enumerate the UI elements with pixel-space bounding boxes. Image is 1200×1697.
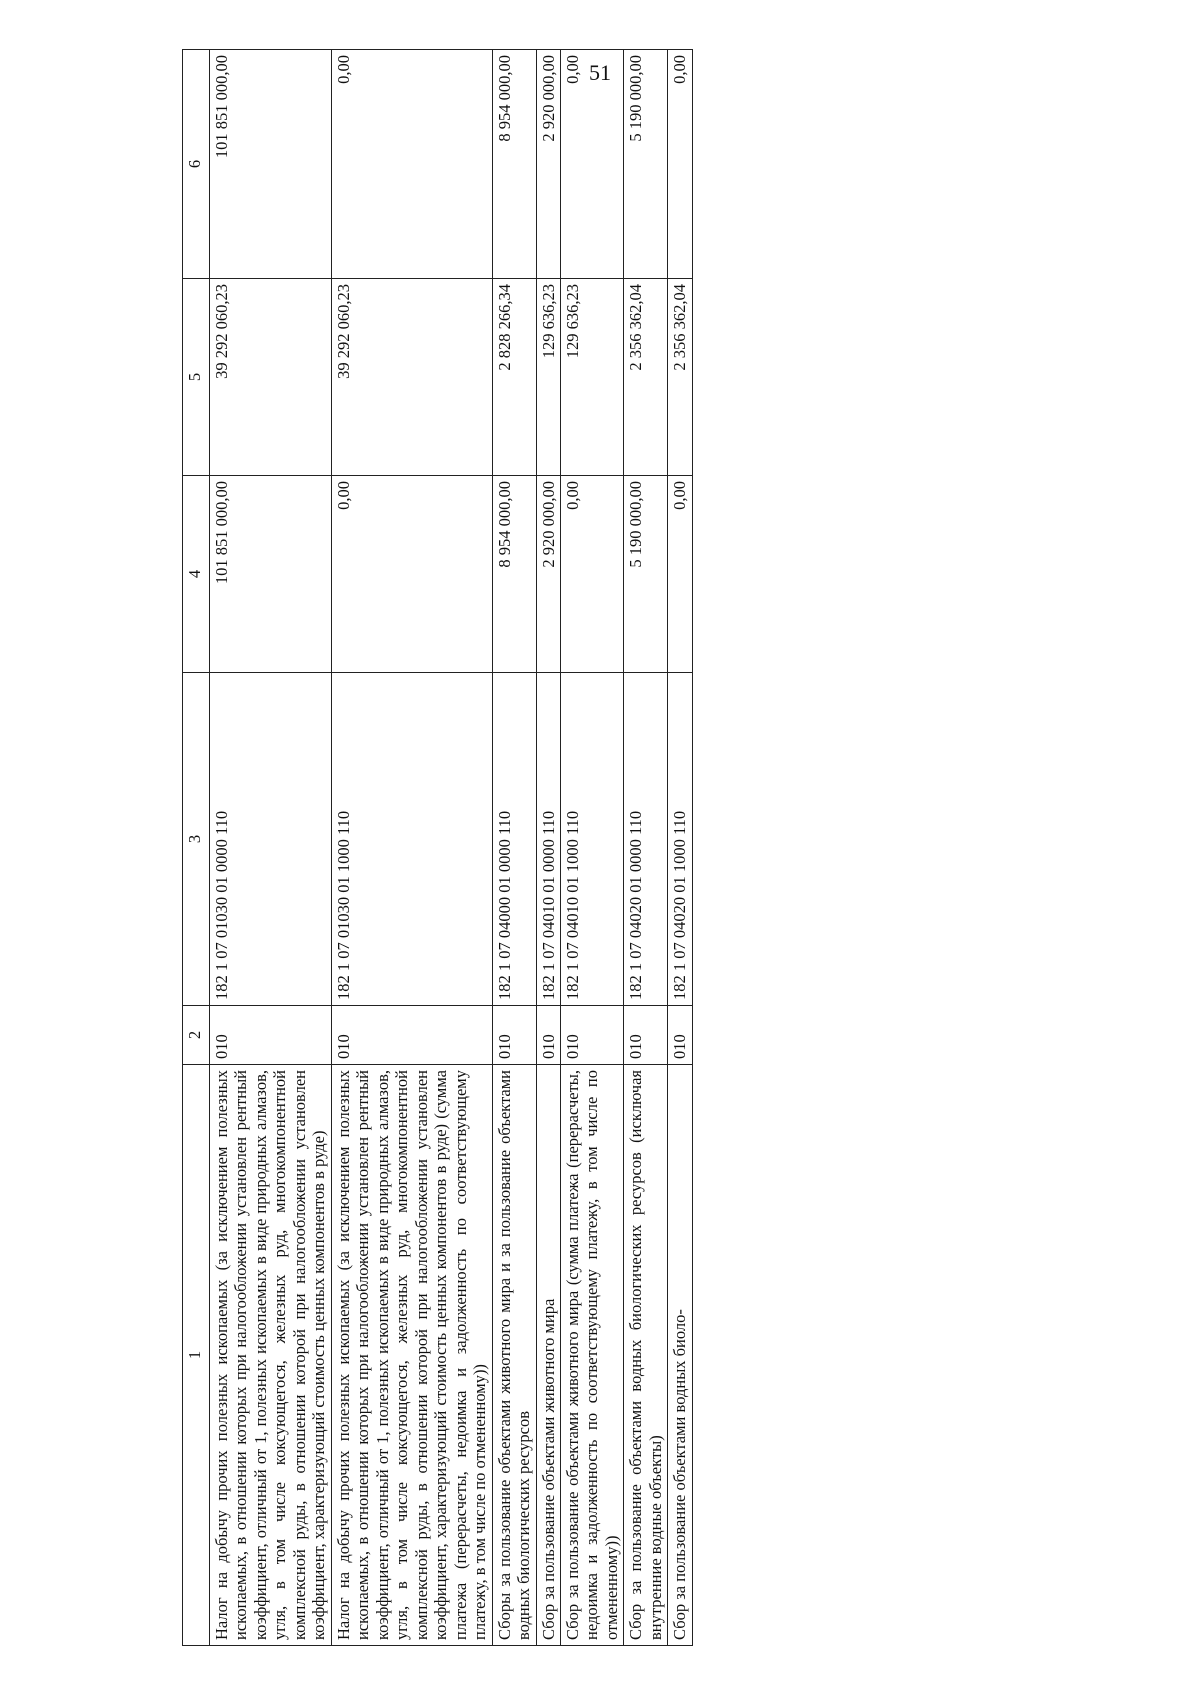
row-line-code-cell: 010 bbox=[560, 1006, 623, 1065]
row-col6-cell: 101 851 000,00 bbox=[210, 50, 332, 279]
row-budget-code-cell: 182 1 07 01030 01 1000 110 bbox=[331, 673, 492, 1006]
column-header: 1 bbox=[183, 1065, 210, 1646]
row-col4-cell: 5 190 000,00 bbox=[624, 476, 668, 673]
row-col6-cell: 0,00 bbox=[560, 50, 623, 279]
column-header: 3 bbox=[183, 673, 210, 1006]
row-budget-code-cell: 182 1 07 04010 01 1000 110 bbox=[560, 673, 623, 1006]
row-col4-cell: 2 920 000,00 bbox=[536, 476, 560, 673]
rotated-table-container bbox=[182, 55, 1140, 1646]
row-budget-code-cell: 182 1 07 04020 01 1000 110 bbox=[668, 673, 692, 1006]
row-line-code-cell: 010 bbox=[668, 1006, 692, 1065]
row-line-code-cell: 010 bbox=[210, 1006, 332, 1065]
row-name-cell: Сборы за пользование объектами животного мира и за пользование объектами водных биологических ресурсов bbox=[492, 1065, 536, 1646]
row-col4-cell: 0,00 bbox=[560, 476, 623, 673]
row-budget-code-cell: 182 1 07 04010 01 0000 110 bbox=[536, 673, 560, 1006]
table-header-row bbox=[183, 50, 210, 1646]
row-col6-cell: 0,00 bbox=[668, 50, 692, 279]
row-col5-cell: 2 828 266,34 bbox=[492, 279, 536, 476]
row-line-code-cell: 010 bbox=[536, 1006, 560, 1065]
column-header: 4 bbox=[183, 476, 210, 673]
budget-table bbox=[182, 49, 693, 1646]
table-row bbox=[492, 50, 536, 1646]
row-budget-code-cell: 182 1 07 04000 01 0000 110 bbox=[492, 673, 536, 1006]
table-row bbox=[624, 50, 668, 1646]
row-col4-cell: 0,00 bbox=[331, 476, 492, 673]
row-col4-cell: 8 954 000,00 bbox=[492, 476, 536, 673]
row-line-code-cell: 010 bbox=[331, 1006, 492, 1065]
row-col6-cell: 2 920 000,00 bbox=[536, 50, 560, 279]
row-col5-cell: 39 292 060,23 bbox=[210, 279, 332, 476]
row-line-code-cell: 010 bbox=[624, 1006, 668, 1065]
row-name-cell: Сбор за пользование объектами животного мира (сумма платежа (перерасчеты, недоимка и задолженность по соответствующему платежу, в том числе по отмененному)) bbox=[560, 1065, 623, 1646]
rotated-table-frame bbox=[182, 55, 1140, 1646]
row-col5-cell: 129 636,23 bbox=[560, 279, 623, 476]
row-col5-cell: 2 356 362,04 bbox=[668, 279, 692, 476]
row-name-cell: Сбор за пользование объектами животного мира bbox=[536, 1065, 560, 1646]
column-header: 6 bbox=[183, 50, 210, 279]
row-name-cell: Налог на добычу прочих полезных ископаемых (за исключением полезных ископаемых, в отношении которых при налогообложении установлен рентный коэффициент, отличный от 1, полезных ископаемых в виде природных алмазов, угля, в том числе коксующегося, железных руд, многокомпонентной комплексной руды, в отношении которой при налогообложении установлен коэффициент, характеризующий стоимость ценных компонентов в руде) bbox=[210, 1065, 332, 1646]
table-row bbox=[668, 50, 692, 1646]
row-name-cell: Сбор за пользование объектами водных биоло- bbox=[668, 1065, 692, 1646]
row-col6-cell: 8 954 000,00 bbox=[492, 50, 536, 279]
page-number: 51 bbox=[589, 60, 611, 85]
row-col5-cell: 2 356 362,04 bbox=[624, 279, 668, 476]
row-col5-cell: 129 636,23 bbox=[536, 279, 560, 476]
table-row bbox=[210, 50, 332, 1646]
row-budget-code-cell: 182 1 07 01030 01 0000 110 bbox=[210, 673, 332, 1006]
row-col6-cell: 0,00 bbox=[331, 50, 492, 279]
row-line-code-cell: 010 bbox=[492, 1006, 536, 1065]
row-col6-cell: 5 190 000,00 bbox=[624, 50, 668, 279]
column-header: 2 bbox=[183, 1006, 210, 1065]
table-row bbox=[536, 50, 560, 1646]
row-col4-cell: 101 851 000,00 bbox=[210, 476, 332, 673]
column-header: 5 bbox=[183, 279, 210, 476]
row-name-cell: Сбор за пользование объектами водных биологических ресурсов (исключая внутренние водные объекты) bbox=[624, 1065, 668, 1646]
table-row bbox=[331, 50, 492, 1646]
row-col5-cell: 39 292 060,23 bbox=[331, 279, 492, 476]
table-row bbox=[560, 50, 623, 1646]
row-col4-cell: 0,00 bbox=[668, 476, 692, 673]
row-name-cell: Налог на добычу прочих полезных ископаемых (за исключением полезных ископаемых, в отношении которых при налогообложении установлен рентный коэффициент, отличный от 1, полезных ископаемых в виде природных алмазов, угля, в том числе коксующегося, железных руд, многокомпонентной комплексной руды, в отношении которой при налогообложении установлен коэффициент, характеризующий стоимость ценных компонентов в руде) (сумма платежа (перерасчеты, недоимка и задолженность по соответствующему платежу, в том числе по отмененному)) bbox=[331, 1065, 492, 1646]
row-budget-code-cell: 182 1 07 04020 01 0000 110 bbox=[624, 673, 668, 1006]
